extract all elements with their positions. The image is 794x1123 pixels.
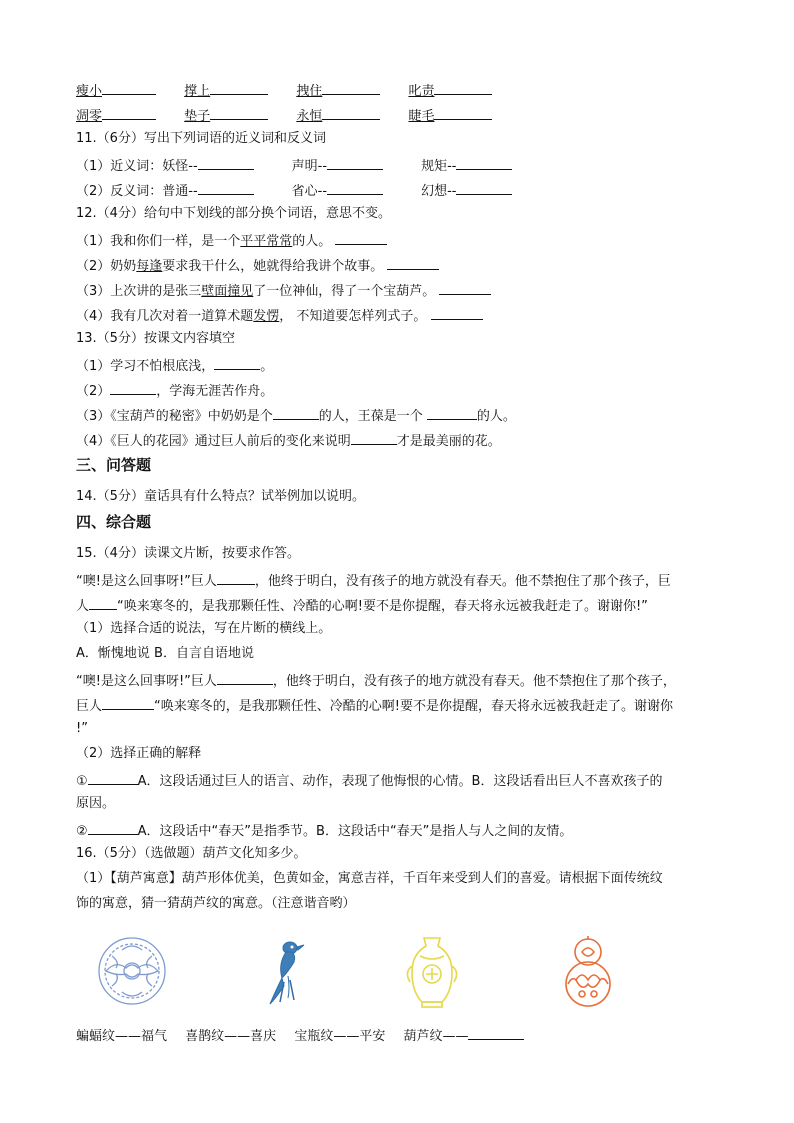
answer-blank[interactable] [456,180,512,195]
q16-paragraph-2: 饰的寓意，猜一猜葫芦纹的寓意。（注意谐音哟） [76,896,356,911]
q15-passage-line-4: 巨人 “唤来寒冬的，是我那颗任性、冷酷的心啊!要不是你提醒，春天将永远被我赶走了。谢谢你 [76,695,673,716]
q11-item: 规矩-- [421,159,457,174]
q11-item: 省心-- [291,184,328,199]
answer-blank[interactable] [327,155,383,170]
answer-blank[interactable] [327,180,383,195]
answer-blank[interactable] [335,230,387,245]
q11-prefix: （1）近义词： [76,159,163,174]
q13-header: 13.（5分）按课文内容填空 [76,331,235,346]
word: 垫子 [184,109,211,124]
answer-blank[interactable] [273,405,319,420]
q15-sub-1: （1）选择合适的说法，写在片断的横线上。 [76,621,332,636]
q15-passage-line-5: !” [76,721,88,736]
q13-item-4: （4）《巨人的花园》通过巨人前后的变化来说明 才是最美丽的花。 [76,430,501,451]
q12-header: 12.（4分）给句中下划线的部分换个词语，意思不变。 [76,206,391,221]
answer-blank[interactable] [102,80,156,95]
q15-choice-1-cont: 原因。 [76,796,116,811]
section-4-title: 四、综合题 [76,513,152,531]
magpie-motif-image [254,932,326,1010]
q11-item: 声明-- [291,159,328,174]
q16-paragraph-1: （1）【葫芦寓意】葫芦形体优美，色黄如金，寓意吉祥，千百年来受到人们的喜爱。请根据下面传统纹 [76,871,663,886]
q15-sub-2: （2）选择正确的解释 [76,746,202,761]
q13-item-2: （2） ，学海无涯苦作舟。 [76,380,273,401]
section-3-title: 三、问答题 [76,456,152,474]
q15-choice-1: ① A．这段话通过巨人的语言、动作，表现了他悔恨的心情。B．这段话看出巨人不喜欢孩子的 [76,770,662,791]
bat-meaning: 蝙蝠纹——福气 [76,1029,168,1044]
answer-blank[interactable] [102,105,156,120]
answer-blank[interactable] [102,695,154,710]
answer-blank[interactable] [387,255,439,270]
q12-sentence-1: （1）我和你们一样，是一个平平常常的人。 [76,230,387,251]
q15-header: 15.（4分）读课文片断，按要求作答。 [76,546,300,561]
q16-motif-meanings [76,1025,524,1046]
word: 拽住 [296,84,323,99]
answer-blank[interactable] [439,280,491,295]
q15-passage-line-3: “噢!是这么回事呀!”巨人 ，他终于明白，没有孩子的地方就没有春天。他不禁抱住了那个孩子， [76,670,676,691]
q15-passage-line-1: “噢!是这么回事呀!”巨人 ，他终于明白，没有孩子的地方就没有春天。他不禁抱住了那个孩子，巨 [76,570,671,591]
answer-blank[interactable] [427,405,477,420]
vase-meaning: 宝瓶纹——平安 [294,1029,386,1044]
q13-item-1: （1）学习不怕根底浅， 。 [76,355,273,376]
q10-row-2 [76,105,492,126]
word: 永恒 [296,109,323,124]
answer-blank[interactable] [198,155,254,170]
answer-blank[interactable] [89,595,117,610]
answer-blank[interactable] [322,80,380,95]
answer-blank[interactable] [217,570,255,585]
q10-row-1 [76,80,492,101]
q11-line-2 [76,180,512,201]
answer-blank[interactable] [88,770,138,785]
q11-item: 妖怪-- [162,159,198,174]
answer-blank[interactable] [88,820,138,835]
q15-passage-line-2: 人 “唤来寒冬的，是我那颗任性、冷酷的心啊!要不是你提醒，春天将永远被我赶走了。谢谢你!” [76,595,648,616]
answer-blank[interactable] [210,80,268,95]
q11-header: 11.（6分）写出下列词语的近义词和反义词 [76,131,326,146]
q12-sentence-3: （3）上次讲的是张三壁面撞见了一位神仙，得了一个宝葫芦。 [76,280,491,301]
q11-item: 普通-- [162,184,198,199]
answer-blank[interactable] [468,1025,524,1040]
word: 睫毛 [408,109,435,124]
answer-blank[interactable] [351,430,397,445]
q12-sentence-2: （2）奶奶每逢要求我干什么，她就得给我讲个故事。 [76,255,439,276]
answer-blank[interactable] [110,380,156,395]
word: 叱责 [408,84,435,99]
word: 凋零 [76,109,103,124]
q15-options: A．惭愧地说 B．自言自语地说 [76,646,254,661]
word: 撑上 [184,84,211,99]
answer-blank[interactable] [214,355,260,370]
answer-blank[interactable] [217,670,273,685]
word: 瘦小 [76,84,103,99]
vase-motif-image [396,932,468,1010]
answer-blank[interactable] [434,80,492,95]
q16-header: 16.（5分）（选做题）葫芦文化知多少。 [76,846,307,861]
answer-blank[interactable] [210,105,268,120]
q11-item: 幻想-- [421,184,457,199]
q12-sentence-4: （4）我有几次对着一道算术题发愣， 不知道要怎样列式子。 [76,305,483,326]
answer-blank[interactable] [434,105,492,120]
gourd-motif-image [552,932,624,1010]
answer-blank[interactable] [431,305,483,320]
q13-item-3: （3）《宝葫芦的秘密》中奶奶是个 的人，王葆是一个 的人。 [76,405,516,426]
gourd-meaning: 葫芦纹—— [403,1029,469,1044]
bat-motif-image [96,932,168,1010]
magpie-meaning: 喜鹊纹——喜庆 [185,1029,277,1044]
q14-text: 14.（5分）童话具有什么特点？试举例加以说明。 [76,489,365,504]
answer-blank[interactable] [198,180,254,195]
q11-prefix: （2）反义词： [76,184,163,199]
answer-blank[interactable] [456,155,512,170]
q11-line-1 [76,155,512,176]
q15-choice-2: ② A．这段话中“春天”是指季节。B．这段话中“春天”是指人与人之间的友情。 [76,820,572,841]
answer-blank[interactable] [322,105,380,120]
